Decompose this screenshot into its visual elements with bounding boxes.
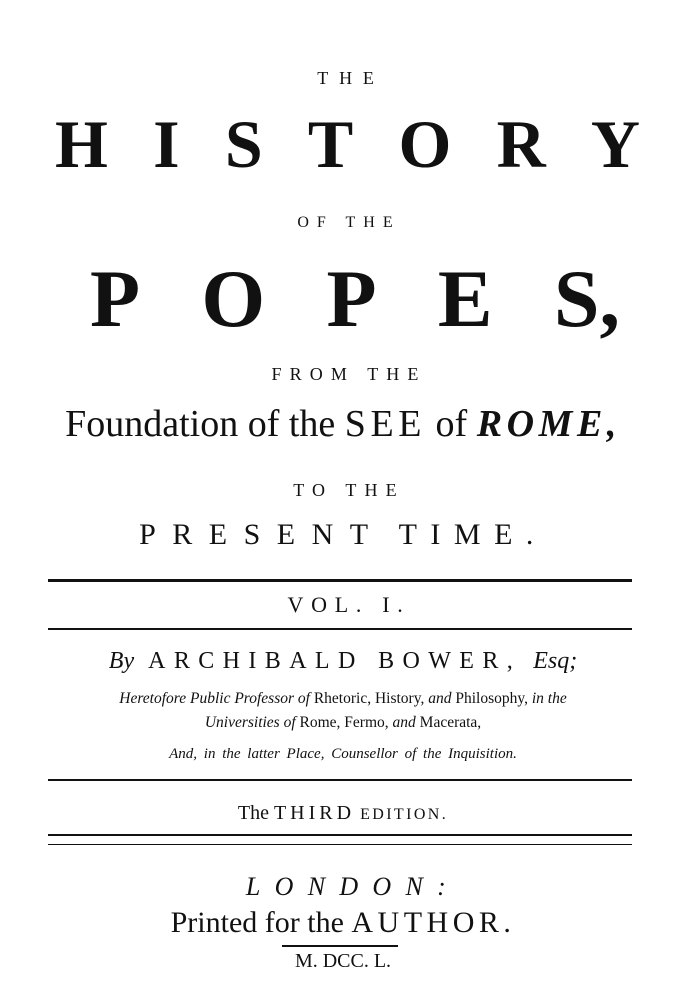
author-line xyxy=(0,648,686,674)
foundation-line xyxy=(0,404,686,446)
history-letter: H xyxy=(55,106,108,182)
credentials-1b: Rhetoric, History, xyxy=(313,690,425,707)
popes-letter: P xyxy=(326,253,377,344)
of-text: of xyxy=(435,403,468,445)
credentials-line-1 xyxy=(0,690,686,708)
history-letter: R xyxy=(496,106,546,182)
edition-the: The xyxy=(237,802,269,824)
author-caps: AUTHOR. xyxy=(351,906,516,939)
edition-third: THIRD xyxy=(273,802,356,824)
history-letter: T xyxy=(307,106,354,182)
credentials-1a: Heretofore Public Professor of xyxy=(119,690,310,707)
from-the-label: FROM THE xyxy=(271,364,427,384)
volume-label: VOL. I. xyxy=(287,592,411,617)
rule-double-top xyxy=(48,834,632,836)
credentials-2d: Macerata, xyxy=(419,714,482,731)
present-text: PRESENT xyxy=(139,518,385,551)
see-text: SEE xyxy=(344,403,427,445)
edition-line xyxy=(0,802,686,825)
credentials-2b: Rome, Fermo, xyxy=(299,714,389,731)
series-label-the: THE xyxy=(317,68,385,88)
by-text: By xyxy=(108,648,135,674)
popes-letter: S, xyxy=(553,253,620,344)
credentials-2a: Universities of xyxy=(204,714,296,731)
imprint-city: LONDON: xyxy=(245,872,461,901)
credentials-1d: Philosophy, xyxy=(455,690,528,707)
edition-word: EDITION. xyxy=(360,806,449,823)
credentials-line-2 xyxy=(0,714,686,732)
main-title-history xyxy=(55,106,640,182)
foundation-text: Foundation of the xyxy=(65,403,336,445)
history-letter: O xyxy=(398,106,452,182)
history-letter: I xyxy=(153,106,180,182)
popes-letter: E xyxy=(437,253,493,344)
imprint-date: M. DCC. L. xyxy=(294,950,392,972)
rule-double-bottom xyxy=(48,844,632,845)
rule-above-date xyxy=(282,945,398,947)
credentials-1e: in the xyxy=(531,690,567,707)
rule-thick-top xyxy=(48,579,632,582)
credentials-2c: and xyxy=(392,714,416,731)
present-time-line xyxy=(0,518,686,551)
popes-letter: O xyxy=(201,253,266,344)
rule-above-edition xyxy=(48,779,632,781)
rome-text: ROME, xyxy=(476,403,621,445)
time-text: TIME. xyxy=(398,518,547,551)
popes-letter: P xyxy=(90,253,141,344)
esq-text: Esq; xyxy=(533,648,578,674)
main-title-popes xyxy=(90,253,620,344)
to-the-label: TO THE xyxy=(293,480,405,500)
printed-for-text: Printed for the xyxy=(170,906,344,939)
imprint-printed xyxy=(0,906,686,940)
history-letter: Y xyxy=(590,106,640,182)
credentials-line-3: And, in the latter Place, Counsellor of the Inquisition. xyxy=(169,746,517,762)
history-letter: S xyxy=(224,106,263,182)
author-name: ARCHIBALD BOWER, xyxy=(148,648,522,674)
credentials-1c: and xyxy=(428,690,452,707)
of-the-label: OF THE xyxy=(297,214,401,231)
rule-under-volume xyxy=(48,628,632,630)
